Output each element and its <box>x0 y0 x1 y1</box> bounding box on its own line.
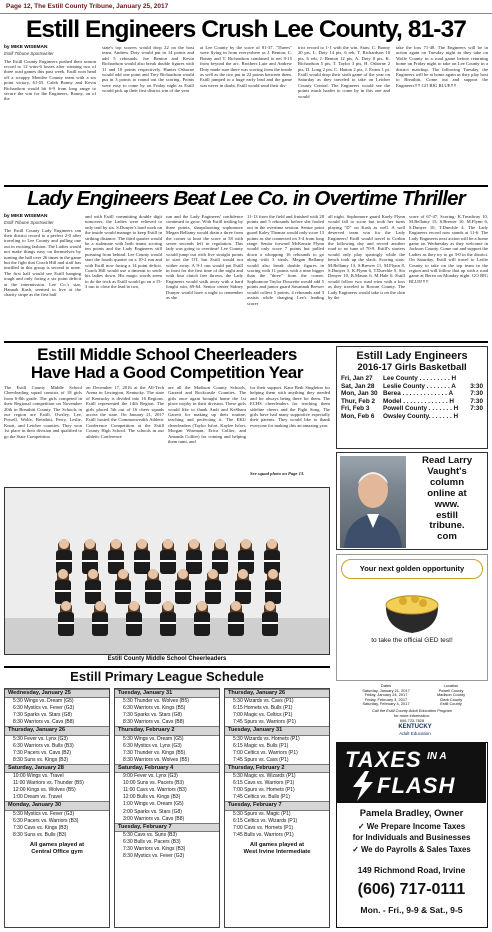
story3-col2: on December 17, 2016 at the All-Tech Arena in Lexington, Kentucky. The state of Kentucky is divided into 16 Regions. Estill represented the 14th Region. The girls placed 5th out of 16 cheer squads across the state. On January 21, 2017 Estill hosted the Commonwealth Athletic Conference Competition at the Estill County High School. The schools in our athletic Conference <box>86 385 164 439</box>
game-time: 7:30 <box>470 397 483 405</box>
columnist-photo <box>340 456 406 548</box>
schedule-game: 7:30 Warriors vs. Kings (B3) <box>123 845 186 852</box>
schedule-day-header: Thursday, January 26 <box>225 689 329 698</box>
story2-byline-title: Estill Tribune Sportswriter <box>4 219 54 225</box>
schedule-venue-name: West Irvine Intermediate <box>243 848 311 855</box>
tax-hours: Mon. - Fri., 9-9 & Sat., 9-5 <box>360 905 463 915</box>
tax-phone[interactable]: (606) 717-0111 <box>357 881 466 898</box>
schedule-game: 6:15 Hornets vs. Bulls (P1) <box>233 705 293 712</box>
cheerleader-photo <box>4 487 330 655</box>
schedule-game: 5:30 Thunder vs. Wolves (B5) <box>123 698 189 705</box>
schedule-game: 7:00 Celtics vs. Warriors (P1) <box>233 749 298 756</box>
columnist-line6[interactable]: estill <box>436 509 458 521</box>
story2-col5: all night. Sophomore guard Kaely Flynn would fall to score but took her turns playing "D" on Kash as well. A well deserved team win for the Lady Engineers! Estill would travel to Corbin the following day and record another road to no tune of 70-9. Estill's starters would only play sparingly while the bench took up the slack. Scoring stats: M.Bellamy 13, S.Brewer 11, M.Flynn 8, S.Dunyer 5, K.Flynn 6, T.Duechle 5, Six Denyer 10, B.Mason 6, M.Hale 6. Estill would follow two road wins with a loss as they traveled to Rowan County. The Lady Engineers would take it on the chin by the <box>328 214 405 301</box>
schedule-venue-name: Central Office gym <box>31 848 83 855</box>
schedule-game: 5:30 Wings vs. Dream (G5) <box>123 735 184 742</box>
story3-headline-line2: Have Had a Good Competition Year <box>30 363 304 382</box>
girls-schedule-row <box>341 398 483 406</box>
columnist-line5[interactable]: www. <box>434 498 460 510</box>
schedule-day-header: Wednesday, January 25 <box>5 689 109 698</box>
tax-ad-brand3: FLASH <box>377 773 456 798</box>
schedule-game: 2:00 Sparks vs. Stars (G8) <box>123 808 182 815</box>
kentucky-adult-ed-logo <box>385 724 445 740</box>
schedule-day-header: Thursday, February 2 <box>225 764 329 773</box>
tax-line3: ✓ We do Payrolls & Sales Taxes <box>352 845 471 854</box>
schedule-game: 7:45 Spurs vs. Cavs (P1) <box>233 756 289 763</box>
story3-col3: are all the Madison County Schools, Garrard and Rockcastle Counties. The girls once again brought home the 1st place trophy in their division. These girls would like to thank Andi and KeShara Garrett for making up their routine, teaching and perfecting it. The EKU cheerleaders (Taylor Isfort, Kaylee Isfort, Morgan Wiseman, Erica Collier, and Amanda Collier) for coming and helping them tumt, and <box>168 385 246 445</box>
schedule-day-header: Thursday, February 2 <box>115 726 219 735</box>
schedule-game: 5:30 Cavs vs. Suns (B3) <box>123 831 177 838</box>
tax-line2: for Individuals and Businesses <box>352 833 471 842</box>
ged-ad <box>336 554 488 681</box>
story1-columns <box>4 45 488 197</box>
tax-ad-brand2: IN A <box>427 751 447 762</box>
game-date: Fri, Feb 3 <box>341 405 370 413</box>
schedule-game: 7:30 Cavs vs. Kings (B3) <box>13 824 69 831</box>
girls-schedule-list <box>341 375 483 421</box>
schedule-game: 6:15 Celtics vs. Wizards (P1) <box>233 817 298 824</box>
story1-col1: The Estill County Engineers pushed their season record to 12 wins-6 losses after winning two of three road games this past week. Estill won head off a scrappy Menifee County team with a six point victory, 61-55. Caleb Bonny and Kevin Richardson would hit 6-9 from long range to secure the win for the Engineers. Bonny, on of the <box>4 58 96 102</box>
schedule-game: 7:30 Pacers vs. Cavs (B2) <box>13 749 72 756</box>
tax-ad-banner <box>337 743 486 803</box>
schedule-day-header: Saturday, January 28 <box>5 764 109 773</box>
schedule-game: 6:30 Mystics vs. Lynx (G3) <box>123 742 182 749</box>
schedule-game: 8:30 Warriors vs. Cavs (B8) <box>13 719 75 726</box>
schedule-game: 11:00 Warriors vs. Thunder (B5) <box>13 780 84 787</box>
schedule-game: 5:30 Wizards vs. Hornets (P1) <box>233 735 300 742</box>
logo-line1: KENTUCKY <box>398 724 432 730</box>
girls-schedule-row <box>341 390 483 398</box>
ged-dates: Dates Saturday, January 21, 2017 Friday, January 24, 2017 Friday, February 3, 2017 Saturday, February 4, 2017 <box>362 683 410 707</box>
story3-col1: The Estill County Middle School Cheerleading squad consists of 18 girls from 6-8th grade. The girls competed in their Regional competition on November 20th in Breathitt County. The Schools in our region are Estill, Owsley, Lee, Powell, Wolfe, Breathitt, Perry, Leslie, Knott, and Letcher counties. They won 1st place in their division and qualified to go the State Competition <box>4 385 82 439</box>
gold-pot-icon <box>377 583 447 635</box>
story1-col3: at Lee County by the score of 81-37. "Threes" were flying in from everywhere as J. Benton, C. Bonny and T. Richardson combined to net 9-15 from beyond the arc. Brothers Luie and Andrew Doty made sure there was scoring from the inside as well as the two put in 22 points between them. Estill jumped to a huge early lead and the game was never in doubt. Estill would send their dis- <box>200 45 292 88</box>
columnist-line7[interactable]: tribune. <box>429 520 465 532</box>
game-date: Mon, Feb 6 <box>341 412 375 420</box>
schedule-game: 6:30 Bulls vs. Pacers (B3) <box>123 838 181 845</box>
ged-headline: Your next golden opportunity <box>341 559 483 579</box>
columnist-line2: Vaught's <box>427 465 467 477</box>
schedule-venue-note: All games played at <box>249 841 305 848</box>
schedule-day-header: Thursday, January 26 <box>5 726 109 735</box>
schedule-game: 5:30 Magic vs. Wizards (P1) <box>233 773 296 780</box>
story2-col6: score of 67-47. Scoring: K.Treadway 10, M.Bellamy 15, S.Brewer 10, M.Flynn 6, S.Dunyer 10, T.Duechle 4. The Lady Engineers record now stands at 11-6. The Lady Engineers next action will be a home game on Wednesday as they welcome in Jackson County. Come out and support the Ladies as they try to go 3-0 in the district. On Saturday, Estill will travel to Leslie County to take on the top team in the region and will follow that up with a road game at Berea on Monday night. GO BIG BLUE!!!!! <box>409 214 488 284</box>
story3-headline-line1: Estill Middle School Cheerleaders <box>37 345 297 364</box>
story2-headline: Lady Engineers Beat Lee Co. in Overtime Thriller <box>27 187 465 210</box>
schedule-game: 8:30 Suns vs. Kings (B3) <box>13 756 69 763</box>
girls-schedule-row <box>341 383 483 391</box>
primary-schedule-title: Estill Primary League Schedule <box>70 669 264 684</box>
story1-col4: trict record to 1-1 with the win. Stats: C. Bonny 20 pts, L. Doty 14 pts, 6 reb, T. Richardson 10 pts, 6 reb, J. Benton 12 pts, A. Doty 8 pts, K. Richardson 5 pts, T. Taylor 3 pts, H. Osborne 2 pts, D. Long 2 pts, C. Hatton 2 pts, J. Evans 1 pt. Estill would drop their sixth game of the year on Saturday as they traveled to take on Letcher County Central. The Engineers would see the points much harder to come by in this one and would <box>298 45 390 99</box>
girls-schedule-row <box>341 413 483 421</box>
story2-col4: 11-13 from the field and finished with 28 points and 5 rebounds before she fouled out in the overtime session. Senior point guard Kaley Thomas would only score 13 points as she connected on 3-4 from long range. Senior forward McKenzie Flynn would only score 7 points but pulled down a whopping 16 rebounds to go along with 3 steals. Megan Bellamy would also break double figures in scoring with 11 points with a nine bigger than the "three" from the corner. Sophomore Taylor Doucette would add 5 points and junior guard Savannah Brewer would collect 5 points, 4 rebounds and 3 assists while charging Lee's leading scorer <box>247 214 324 306</box>
schedule-game: 8:30 Mystics vs. Fever (G3) <box>123 853 185 860</box>
schedule-game: 7:30 Thunder vs. Kings (B5) <box>123 749 186 756</box>
story3-col4: for their support. Kara Beth Singleton for helping them with anything they needed and for always being there for them. The ECHS cheerleaders for teaching them sideline cheers and the Fight Song. The girls have had many supportive especially their parents. They would like to thank everyone for making this an amazing year. <box>250 385 330 428</box>
game-date: Mon, Jan 30 <box>341 390 378 398</box>
story2-col1: The Estill County Lady Engineers ran their district record to a perfect 2-0 after traveling to Lee County and pulling one out in exciting fashion. The Ladies would not make things easy on themselves by turning the ball over 26 times in the game but the fight that Coach Hill and staff has instilled in this group is second to none. The first half would see Estill hanging tough and only facing a six point deficit at the intermission. Lee Co.'s star, Hannah Kash, seemed to live at the charity stripe as the first half <box>4 227 81 298</box>
schedule-column <box>114 688 220 928</box>
tax-ad <box>336 742 488 928</box>
columnist-line8[interactable]: com <box>437 531 457 543</box>
schedule-game: 5:30 Mystics vs. Fever (G3) <box>13 810 75 817</box>
schedule-game: 1:00 Wings vs. Dream (G5) <box>123 801 184 808</box>
story1-byline: by MIKE WISEMAN <box>4 45 48 50</box>
schedule-game: 7:45 Bulls vs. Warriors (P1) <box>233 831 294 838</box>
schedule-game: 5:30 Wings vs. Dream (G5) <box>13 698 74 705</box>
schedule-game: 7:00 Spurs vs. Hornets (P1) <box>233 787 295 794</box>
columnist-ad <box>336 452 488 550</box>
logo-line2: Adult Education <box>399 731 431 736</box>
divider <box>4 666 330 668</box>
schedule-column <box>224 688 330 928</box>
game-opponent: Powell County . . . . . . . H <box>383 405 459 413</box>
game-time <box>461 413 483 421</box>
girls-schedule-subtitle: 2016-17 Girls Basketball <box>357 362 467 373</box>
photo-caption: Estill County Middle School Cheerleaders <box>107 656 227 662</box>
game-opponent: Leslie County . . . . . . . A <box>383 382 456 390</box>
schedule-game: 12:00 Kings vs. Wolves (B5) <box>13 787 76 794</box>
schedule-day-header: Tuesday, February 7 <box>115 823 219 832</box>
game-time: 3:30 <box>470 382 483 390</box>
schedule-game: 5:30 Wizards vs. Cavs (P1) <box>233 698 294 705</box>
story3-columns <box>4 385 330 485</box>
schedule-day-header: Tuesday, January 31 <box>115 689 219 698</box>
schedule-game: 7:45 Spurs vs. Warriors (P1) <box>233 719 296 726</box>
girls-schedule-row <box>341 375 483 383</box>
story2-col2: and with Estill committing double digit turnovers, the Ladies were relieved to only trail by six. S.Dunyer's hard work on the inside would manage to keep Estill in striking distance. The third quarter would be a stalemate with both teams scoring ten points and the Lady Engineers still pursuing from behind. Lee County would start the fourth quarter on a 10-2 run and with Estill now facing a 14 point deficit, Coach Hill would use a timeout to settle his ladies down. His magic words seem to do the trick as Estill would go on a 15-3 run to close the lead to two, <box>85 214 162 290</box>
lady-engineers-schedule <box>336 346 488 449</box>
schedule-game: 11:00 Cavs vs. Warriors (B3) <box>123 787 187 794</box>
columnist-text <box>407 456 487 543</box>
schedule-game: 5:30 Spurs vs. Magic (P1) <box>233 810 291 817</box>
schedule-day-header: Tuesday, February 7 <box>225 801 329 810</box>
schedule-game: 6:15 Cavs vs. Warriors (P1) <box>233 780 295 787</box>
schedule-day-header: Tuesday, January 31 <box>225 726 329 735</box>
story1-headline: Estill Engineers Crush Lee County, 81-37 <box>25 16 467 43</box>
schedule-game: 9:00 Fever vs. Lynx (G3) <box>123 773 178 780</box>
schedule-game: 7:00 Magic vs. Celtics (P1) <box>233 712 293 719</box>
tax-line1: ✓ We Prepare Income Taxes <box>357 822 466 831</box>
story1-col2: state's top scorers would drop 22 on the host team. Andrew Doty would put in 14 points and add 5 rebounds. Joe Benton and Kevin Richardson would also break double figures with 11 and 10 points respectively. Hunter Osborne would add one point and Trey Richardson would put in 3 points to round out the scoring. Points were easy to come by on Friday night as Estill would pick up their first district win of the year <box>102 45 194 94</box>
ged-locations: Location Powell County Madison County Clark County Estill County <box>436 683 466 707</box>
tax-address: 149 Richmond Road, Irvine <box>357 865 466 875</box>
schedule-column <box>4 688 110 928</box>
game-date: Sat, Jan 28 <box>341 382 375 390</box>
columnist-line3: column <box>429 476 465 488</box>
girls-schedule-row <box>341 405 483 413</box>
tax-owner: Pamela Bradley, Owner <box>359 807 464 818</box>
columnist-line1: Read Larry <box>421 455 473 466</box>
divider <box>4 341 488 343</box>
game-opponent: Model . . . . . . . . . . . . . H <box>383 397 455 405</box>
ged-call: Call the Estill County Adult Education Program <box>371 708 453 713</box>
game-date: Fri, Jan 27 <box>341 375 373 382</box>
cheer-squad-image <box>5 488 330 655</box>
person-portrait-icon <box>340 456 406 548</box>
schedule-game: 12:00 Bulls vs. Kings (B3) <box>123 794 181 801</box>
columnist-line4: online at <box>427 487 467 499</box>
schedule-game: 5:30 Fever vs. Lynx (G3) <box>13 735 68 742</box>
primary-schedule <box>4 688 330 928</box>
story1-byline-title: Estill Tribune Sportswriter <box>4 50 54 56</box>
schedule-day-header: Monday, January 30 <box>5 801 109 810</box>
schedule-game: 6:30 Mystics vs. Fever (G3) <box>13 705 75 712</box>
schedule-game: 6:30 Warriors vs. Kings (B5) <box>123 705 186 712</box>
lightning-bolt-icon <box>351 771 375 801</box>
schedule-game: 3:00 Warriors vs. Cavs (B8) <box>123 815 185 822</box>
game-date: Thur, Feb 2 <box>341 397 376 405</box>
schedule-game: 10:00 Wings vs. Travel <box>13 773 64 780</box>
game-time <box>461 375 483 383</box>
schedule-venue-note: All games played at <box>29 841 85 848</box>
story2-byline: by MIKE WISEMAN <box>4 214 48 219</box>
schedule-day-header: Saturday, February 4 <box>115 764 219 773</box>
schedule-game: 7:30 Sparks vs. Stars (G8) <box>123 712 182 719</box>
girls-schedule-title: Estill Lady Engineers <box>356 350 468 362</box>
schedule-game: 8:30 Warriors vs. Wolves (B5) <box>123 756 190 763</box>
game-time: 7:30 <box>470 390 483 398</box>
schedule-game: 10:00 Suns vs. Pacers (B3) <box>123 780 184 787</box>
schedule-game: 8:30 Suns vs. Bulls (B3) <box>13 831 67 838</box>
ged-call2: for more information: <box>394 713 430 718</box>
game-opponent: Berea . . . . . . . . . . . . . A <box>383 390 454 398</box>
game-time: 7:30 <box>470 405 483 413</box>
story3-headline <box>4 346 330 382</box>
game-opponent: Owsley County. . . . . . . H <box>383 412 459 420</box>
schedule-game: 7:45 Celtics vs. Bulls (P1) <box>233 794 290 801</box>
page-header: Page 12, The Estill County Tribune, January 25, 2017 <box>0 0 492 14</box>
schedule-game: 7:00 Cavs vs. Hornets (P1) <box>233 824 294 831</box>
schedule-game: 6:15 Magic vs. Bulls (P1) <box>233 742 289 749</box>
story3-photo-note: See squad photo on Page 13. <box>250 471 305 476</box>
schedule-game: 1:00 Dream vs. Travel <box>13 794 62 801</box>
schedule-game: 6:30 Warriors vs. Bulls (B3) <box>13 742 74 749</box>
tax-ad-brand1: TAXES <box>345 747 422 772</box>
ged-cta: to take the official GED test! <box>371 637 453 644</box>
schedule-game: 6:30 Pacers vs. Warriors (B3) <box>13 817 79 824</box>
story2-columns <box>4 214 488 338</box>
story2-col3: run and the Lady Engineers' confidence continued to grow. With Estill trailing by three points, sharpshooting sophomore Megan Bellamy would drain a three from the corner to knot the score at 58 with seven seconds left in regulation. This lady was going to overtime! Lee County would jump out with five straight points to start the OT, but Estill would not wither away. A 9-1 run would put Estill in front for the first time of the night and with four clutch free throws, the Lady Engineers would walk away with a hard fought win, 69-64. Senior center Sidney Dunyer would have a night to remember as she <box>166 214 243 301</box>
game-opponent: Lee County . . . . . . . . . H <box>383 375 457 382</box>
schedule-game: 8:30 Warriors vs. Cavs (B8) <box>123 719 185 726</box>
schedule-game: 7:30 Sparks vs. Stars (G8) <box>13 712 72 719</box>
story1-col5: take the loss 71-48. The Engineers will be in action again on Tuesday night as they take on Wolfe County in a road game before returning home on Friday night to take on Lee County in a district matchup. The following Tuesday, the Engineers will be at home again as they play host to Breathitt. Come out and support the Engineers!!!! GO BIG BLUE!!!! <box>396 45 488 88</box>
ged-phone: 606-723-7828 <box>399 718 425 723</box>
